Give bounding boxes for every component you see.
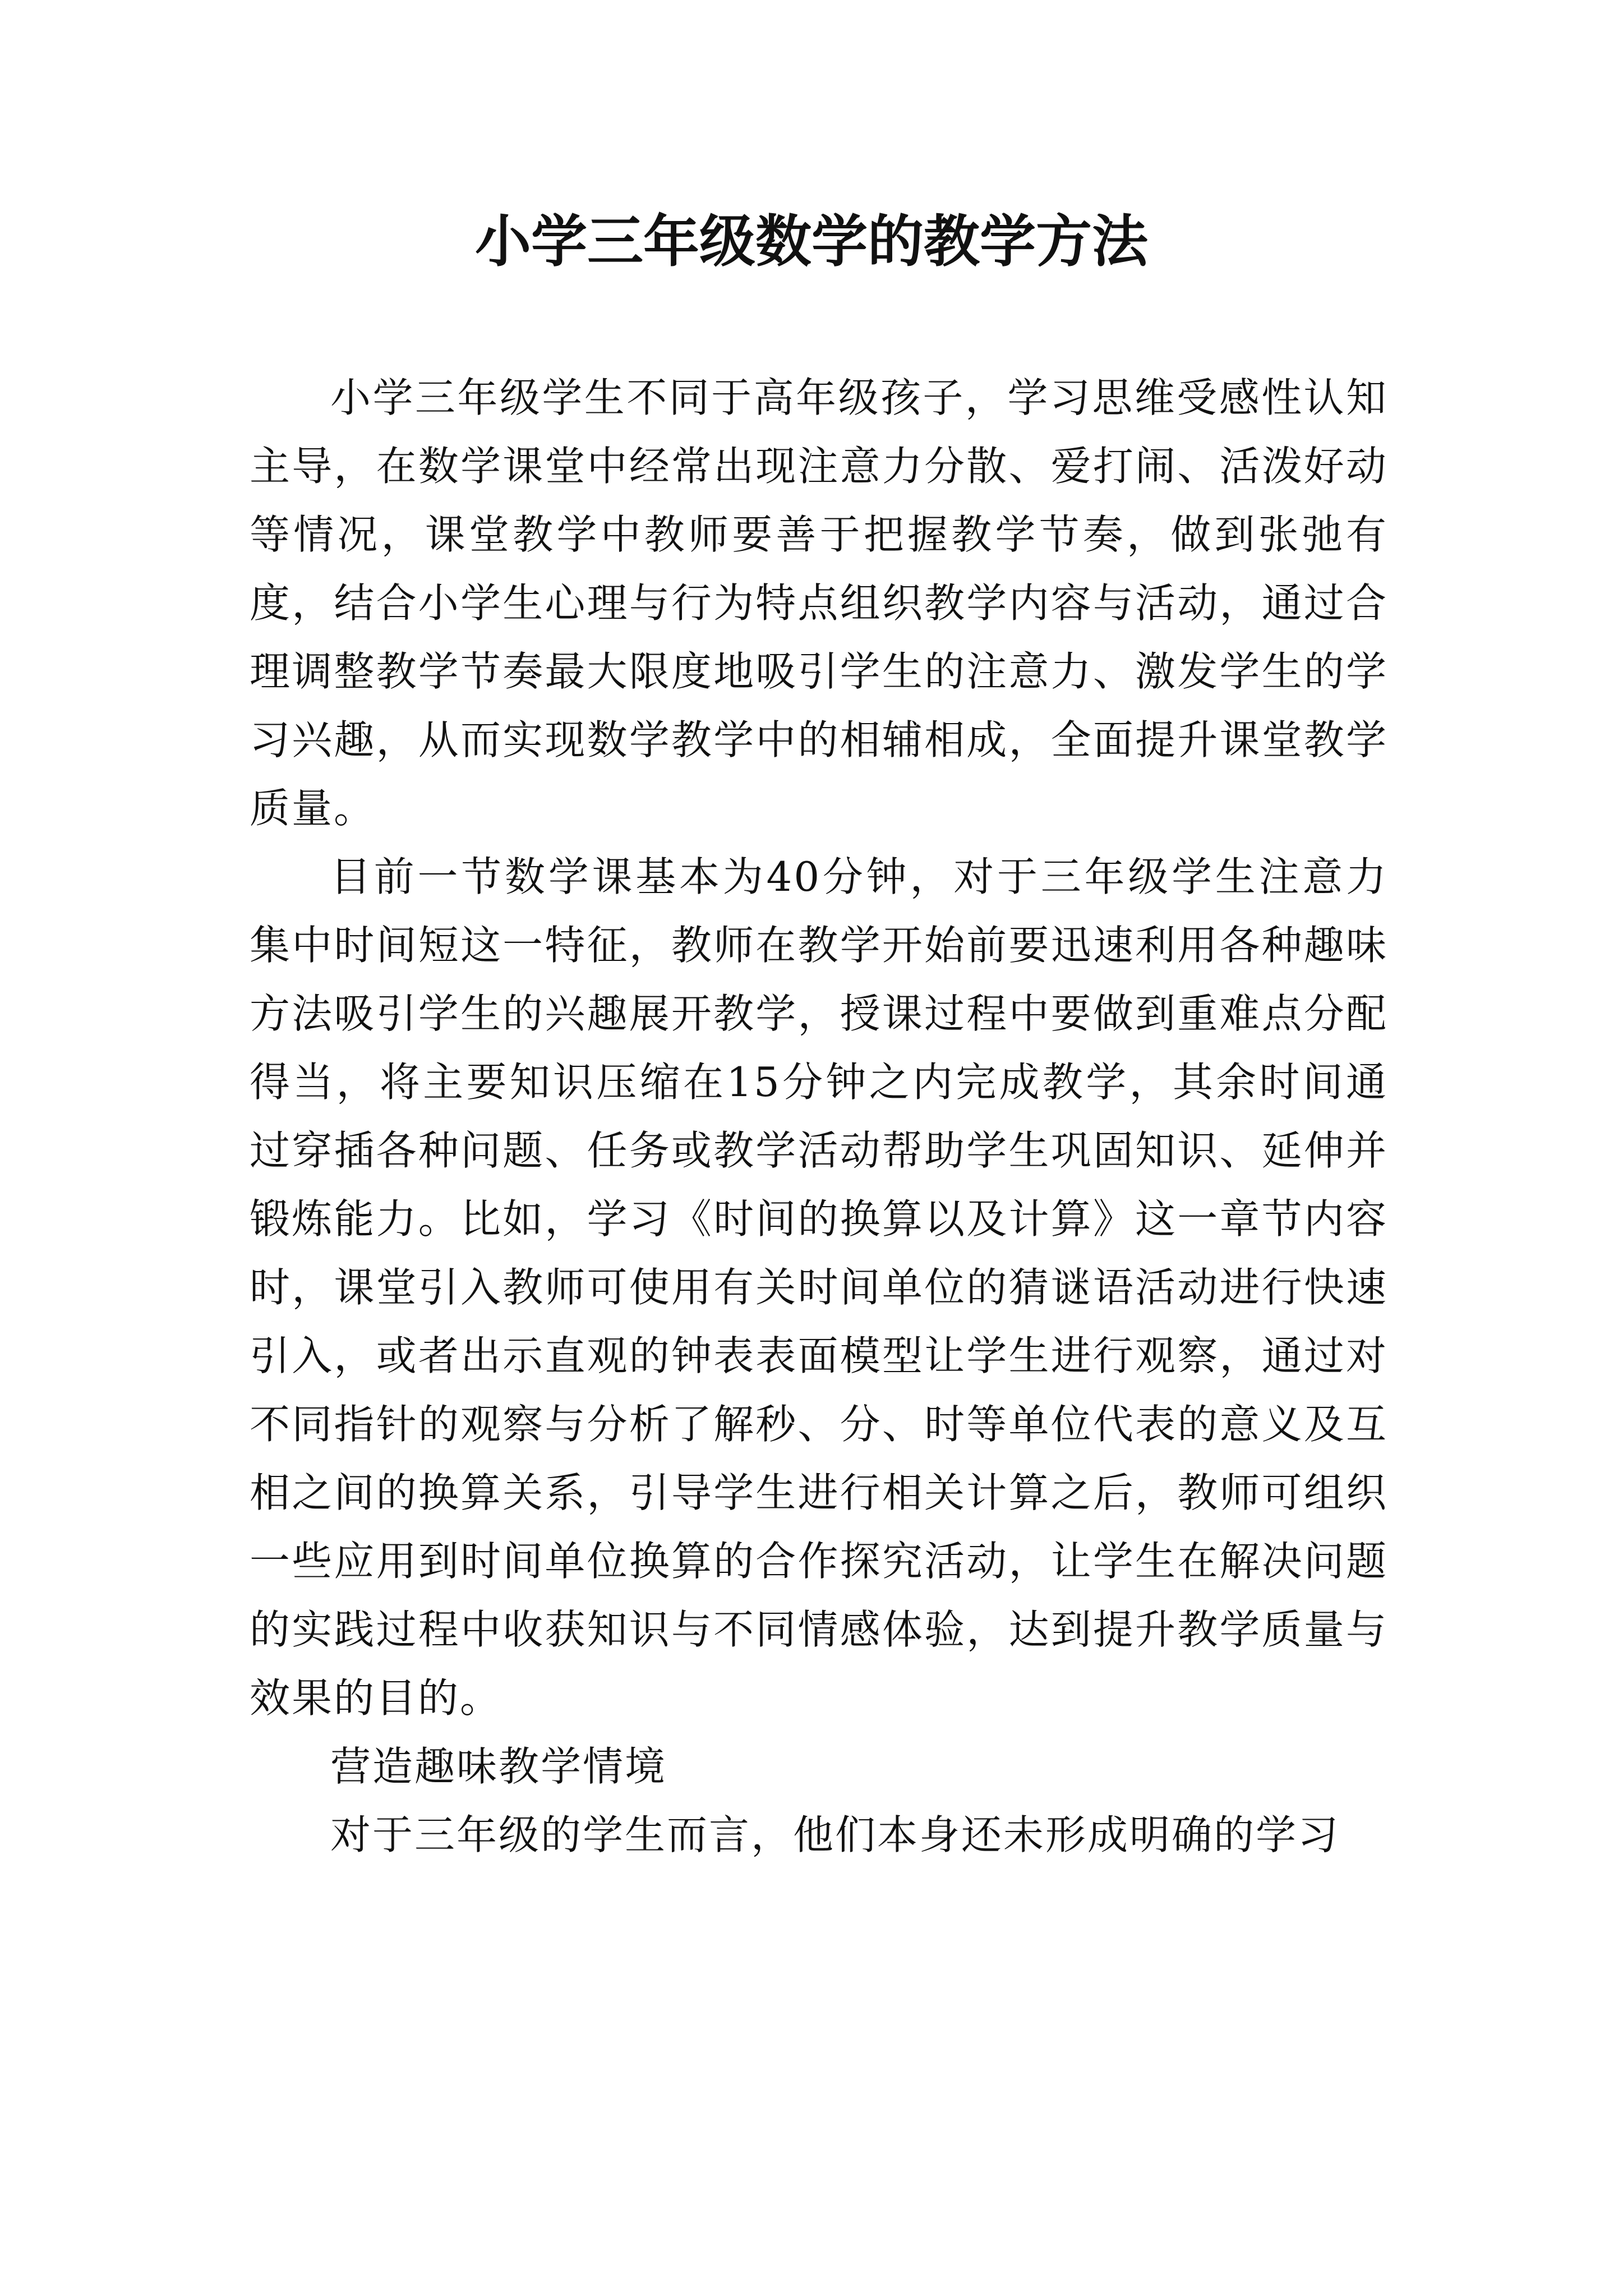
document-title: 小学三年级数学的教学方法 [475, 208, 1148, 274]
paragraph-class-time: 目前一节数学课基本为40分钟，对于三年级学生注意力集中时间短这一特征，教师在教学开始前要迅速利用各种趣味方法吸引学生的兴趣展开教学，授课过程中要做到重难点分配得当，将主要知识压缩在15分钟之内完成教学，其余时间通过穿插各种问题、任务或教学活动帮助学生巩固知识、延伸并锻炼能力。比如，学习《时间的换算以及计算》这一章节内容时，课堂引入教师可使用有关时间单位的猜谜语活动进行快速引入，或者出示直观的钟表表面模型让学生进行观察，通过对不同指针的观察与分析了解秒、分、时等单位代表的意义及互相之间的换算关系，引导学生进行相关计算之后，教师可组织一些应用到时间单位换算的合作探究活动，让学生在解决问题的实践过程中收获知识与不同情感体验，达到提升教学质量与效果的目的。 [250, 853, 1388, 1722]
paragraph-intro: 小学三年级学生不同于高年级孩子，学习思维受感性认知主导，在数学课堂中经常出现注意力分散、爱打闹、活泼好动等情况，课堂教学中教师要善于把握教学节奏，做到张弛有度，结合小学生心理与行为特点组织教学内容与活动，通过合理调整教学节奏最大限度地吸引学生的注意力、激发学生的学习兴趣，从而实现数学教学中的相辅相成，全面提升课堂教学质量。 [250, 374, 1388, 832]
document-body [250, 364, 1388, 1869]
section-heading: 营造趣味教学情境 [330, 1743, 667, 1790]
paragraph-situation: 对于三年级的学生而言，他们本身还未形成明确的学习 [330, 1811, 1340, 1858]
